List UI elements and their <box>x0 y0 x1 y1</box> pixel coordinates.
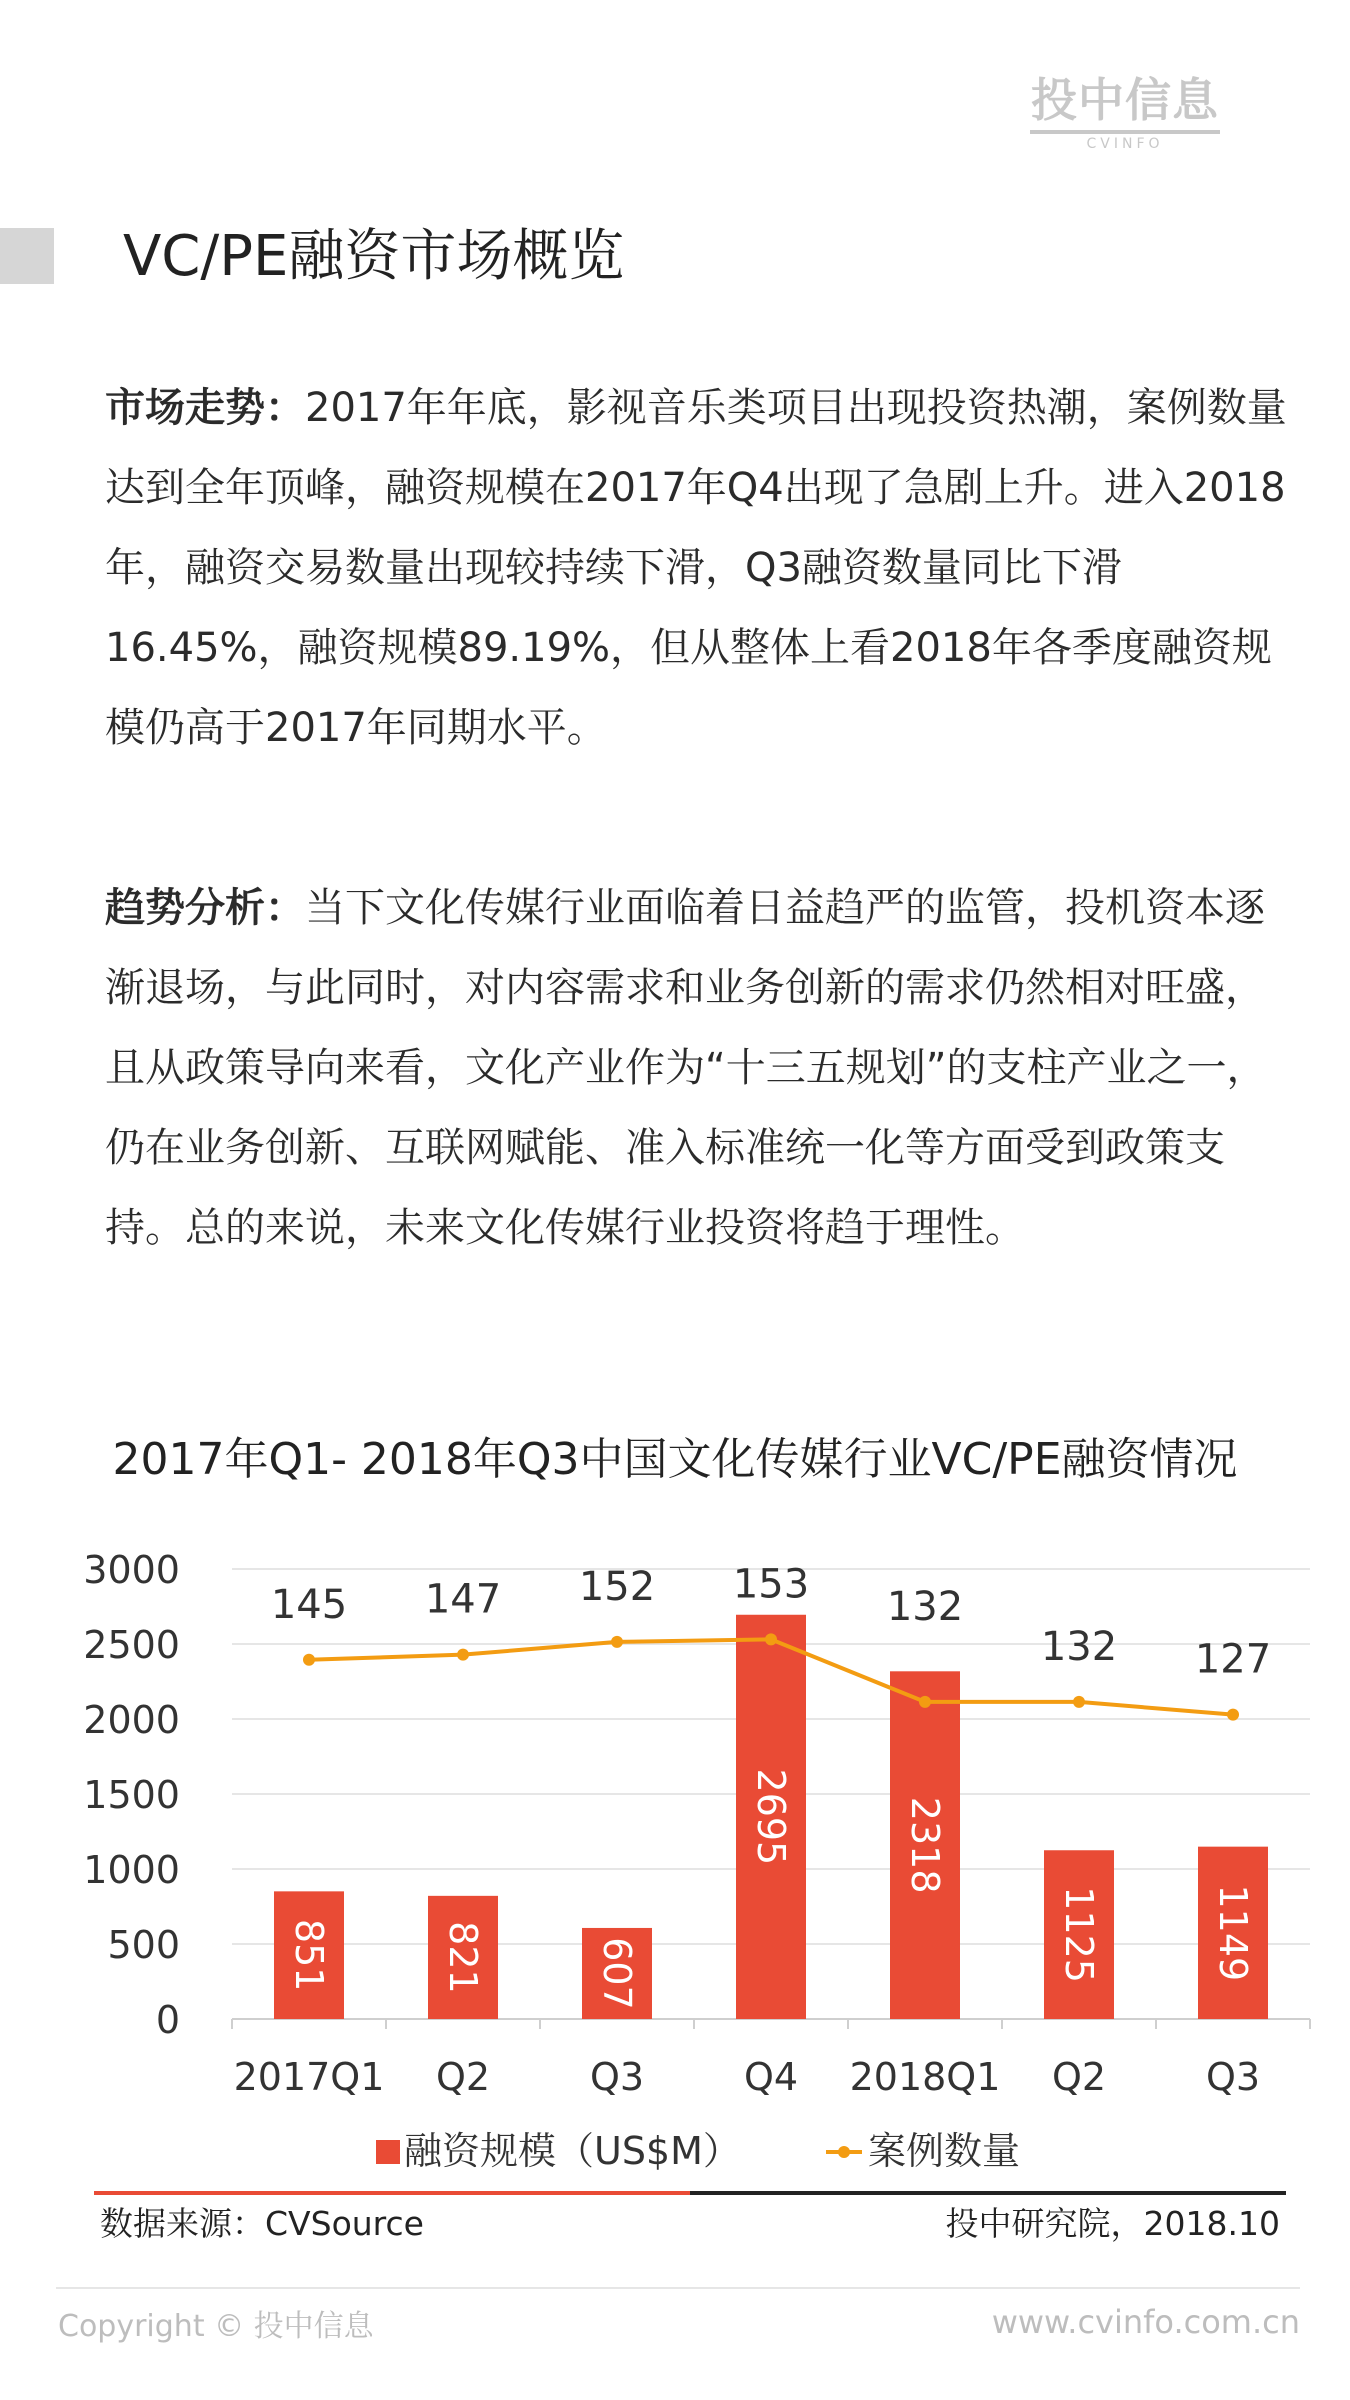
legend-line-marker <box>838 2146 850 2158</box>
trend-analysis-paragraph <box>105 868 1295 1268</box>
footer-divider <box>56 2287 1300 2289</box>
y-tick-label: 2000 <box>83 1698 180 1742</box>
brand-logo-subtext: CVINFO <box>1030 130 1220 154</box>
x-category-label: Q4 <box>743 2055 799 2099</box>
case-count-point <box>457 1649 469 1661</box>
case-count-label: 147 <box>424 1576 502 1623</box>
brand-logo <box>1030 72 1220 154</box>
y-tick-label: 1500 <box>83 1773 180 1817</box>
legend-bar-label: 融资规模（US$M） <box>404 2129 741 2173</box>
x-category-label: 2017Q1 <box>233 2055 385 2099</box>
section-marker <box>0 228 54 284</box>
market-trend-paragraph <box>105 368 1295 768</box>
copyright: Copyright © 投中信息 <box>58 2309 374 2344</box>
case-count-label: 132 <box>1040 1623 1118 1670</box>
case-count-point <box>1073 1696 1085 1708</box>
bar-value-label: 2318 <box>903 1796 947 1894</box>
x-category-label: Q2 <box>1051 2055 1107 2099</box>
market-trend-text: 2017年年底，影视音乐类项目出现投资热潮，案例数量达到全年顶峰，融资规模在2017年Q4出现了急剧上升。进入2018年，融资交易数量出现较持续下滑，Q3融资数量同比下滑16.45%，融资规模89.19%，但从整体上看2018年各季度融资规模仍高于2017年同期水平。 <box>105 385 1287 751</box>
x-category-label: Q3 <box>589 2055 645 2099</box>
trend-analysis-text: 当下文化传媒行业面临着日益趋严的监管，投机资本逐渐退场，与此同时，对内容需求和业务创新的需求仍然相对旺盛，且从政策导向来看，文化产业作为“十三五规划”的支柱产业之一，仍在业务创新、互联网赋能、准入标准统一化等方面受到政策支持。总的来说，未来文化传媒行业投资将趋于理性。 <box>105 885 1267 1251</box>
data-source: 数据来源：CVSource <box>100 2204 424 2243</box>
legend-bar-swatch <box>376 2140 400 2164</box>
financing-chart <box>0 1500 1350 2190</box>
case-count-label: 152 <box>578 1563 656 1610</box>
market-trend-label: 市场走势： <box>105 385 305 431</box>
case-count-label: 132 <box>886 1583 964 1630</box>
bar-value-label: 1149 <box>1211 1884 1255 1982</box>
case-count-point <box>1227 1709 1239 1721</box>
x-category-label: Q3 <box>1205 2055 1261 2099</box>
y-tick-label: 500 <box>107 1923 180 1967</box>
case-count-point <box>611 1636 623 1648</box>
bar-value-label: 1125 <box>1057 1886 1101 1983</box>
case-count-point <box>303 1654 315 1666</box>
case-count-label: 153 <box>732 1561 810 1608</box>
trend-analysis-label: 趋势分析： <box>105 885 305 931</box>
website-link[interactable]: www.cvinfo.com.cn <box>991 2303 1300 2341</box>
case-count-label: 145 <box>270 1581 348 1628</box>
y-tick-label: 2500 <box>83 1623 180 1667</box>
bar-value-label: 607 <box>595 1937 639 2010</box>
x-category-label: 2018Q1 <box>849 2055 1001 2099</box>
y-tick-label: 3000 <box>83 1548 180 1592</box>
research-credit: 投中研究院，2018.10 <box>945 2204 1280 2243</box>
case-count-label: 127 <box>1194 1636 1272 1683</box>
source-rule <box>94 2191 1286 2195</box>
bar-value-label: 851 <box>287 1918 331 1992</box>
y-tick-label: 1000 <box>83 1848 180 1892</box>
brand-logo-text: 投中信息 <box>1031 73 1219 127</box>
bar-value-label: 821 <box>441 1921 485 1994</box>
chart-title: 2017年Q1- 2018年Q3中国文化传媒行业VC/PE融资情况 <box>112 1434 1238 1485</box>
case-count-point <box>919 1696 931 1708</box>
bar-value-label: 2695 <box>749 1768 793 1866</box>
section-title: VC/PE融资市场概览 <box>123 224 625 289</box>
y-tick-label: 0 <box>155 1998 180 2042</box>
legend-line-label: 案例数量 <box>868 2129 1021 2173</box>
x-category-label: Q2 <box>435 2055 491 2099</box>
case-count-point <box>765 1633 777 1645</box>
